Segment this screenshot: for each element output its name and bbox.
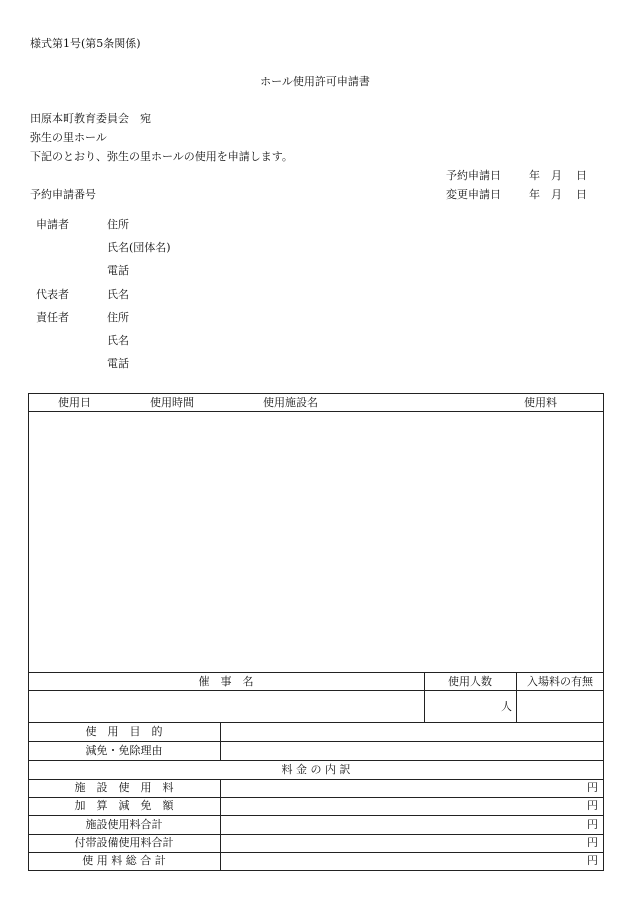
day-label: 日 bbox=[576, 169, 587, 182]
applicant-address-label: 住所 bbox=[107, 218, 129, 231]
yen-unit: 円 bbox=[587, 799, 598, 812]
yen-unit: 円 bbox=[587, 836, 598, 849]
addressee: 田原本町教育委員会 宛 bbox=[30, 112, 151, 125]
fee-label: 付帯設備使用料合計 bbox=[74, 836, 174, 849]
responsible-phone-label: 電話 bbox=[107, 357, 129, 370]
admission-label: 入場料の有無 bbox=[527, 675, 593, 688]
facility-name-header: 使用施設名 bbox=[263, 396, 318, 409]
reservation-number-label: 予約申請番号 bbox=[30, 188, 96, 201]
responsible-role: 責任者 bbox=[36, 311, 69, 324]
event-name-label: 催 事 名 bbox=[198, 675, 254, 688]
applicant-phone-label: 電話 bbox=[107, 264, 129, 277]
representative-name-label: 氏名 bbox=[107, 288, 129, 301]
year-label: 年 bbox=[529, 188, 540, 201]
attendance-unit: 人 bbox=[501, 700, 512, 713]
fee-field[interactable] bbox=[221, 798, 603, 815]
fee-label: 使 用 料 総 合 計 bbox=[82, 854, 166, 867]
exemption-field[interactable] bbox=[221, 742, 603, 760]
yen-unit: 円 bbox=[587, 818, 598, 831]
form-number: 様式第1号(第5条関係) bbox=[30, 37, 141, 50]
fee-field[interactable] bbox=[221, 816, 603, 834]
year-label: 年 bbox=[529, 169, 540, 182]
intro-text: 下記のとおり、弥生の里ホールの使用を申請します。 bbox=[30, 150, 293, 163]
document-title: ホール使用許可申請書 bbox=[260, 75, 370, 88]
purpose-field[interactable] bbox=[221, 723, 603, 741]
reservation-date-label: 予約申請日 bbox=[446, 169, 501, 182]
yen-unit: 円 bbox=[587, 854, 598, 867]
day-label: 日 bbox=[576, 188, 587, 201]
fee-breakdown-label: 料 金 の 内 訳 bbox=[281, 763, 351, 776]
responsible-address-label: 住所 bbox=[107, 311, 129, 324]
fee-field[interactable] bbox=[221, 780, 603, 797]
usage-fee-header: 使用料 bbox=[524, 396, 557, 409]
exemption-label: 減免・免除理由 bbox=[85, 744, 163, 757]
fee-label: 施 設 使 用 料 bbox=[74, 781, 174, 794]
fee-field[interactable] bbox=[221, 835, 603, 852]
representative-role: 代表者 bbox=[36, 288, 69, 301]
hall-name: 弥生の里ホール bbox=[30, 131, 107, 144]
attendance-field[interactable] bbox=[425, 691, 499, 721]
usage-entry-area[interactable] bbox=[29, 412, 603, 671]
applicant-name-label: 氏名(団体名) bbox=[107, 241, 171, 254]
attendance-label: 使用人数 bbox=[448, 675, 492, 688]
month-label: 月 bbox=[551, 188, 562, 201]
fee-field[interactable] bbox=[221, 853, 603, 870]
usage-time-header: 使用時間 bbox=[150, 396, 194, 409]
yen-unit: 円 bbox=[587, 781, 598, 794]
event-name-field[interactable] bbox=[29, 691, 423, 721]
admission-field[interactable] bbox=[517, 691, 603, 721]
month-label: 月 bbox=[551, 169, 562, 182]
responsible-name-label: 氏名 bbox=[107, 334, 129, 347]
purpose-label: 使 用 目 的 bbox=[85, 725, 163, 738]
fee-label: 加 算 減 免 額 bbox=[74, 799, 174, 812]
applicant-role: 申請者 bbox=[36, 218, 69, 231]
fee-label: 施設使用料合計 bbox=[85, 818, 163, 831]
change-date-label: 変更申請日 bbox=[446, 188, 501, 201]
usage-date-header: 使用日 bbox=[58, 396, 91, 409]
